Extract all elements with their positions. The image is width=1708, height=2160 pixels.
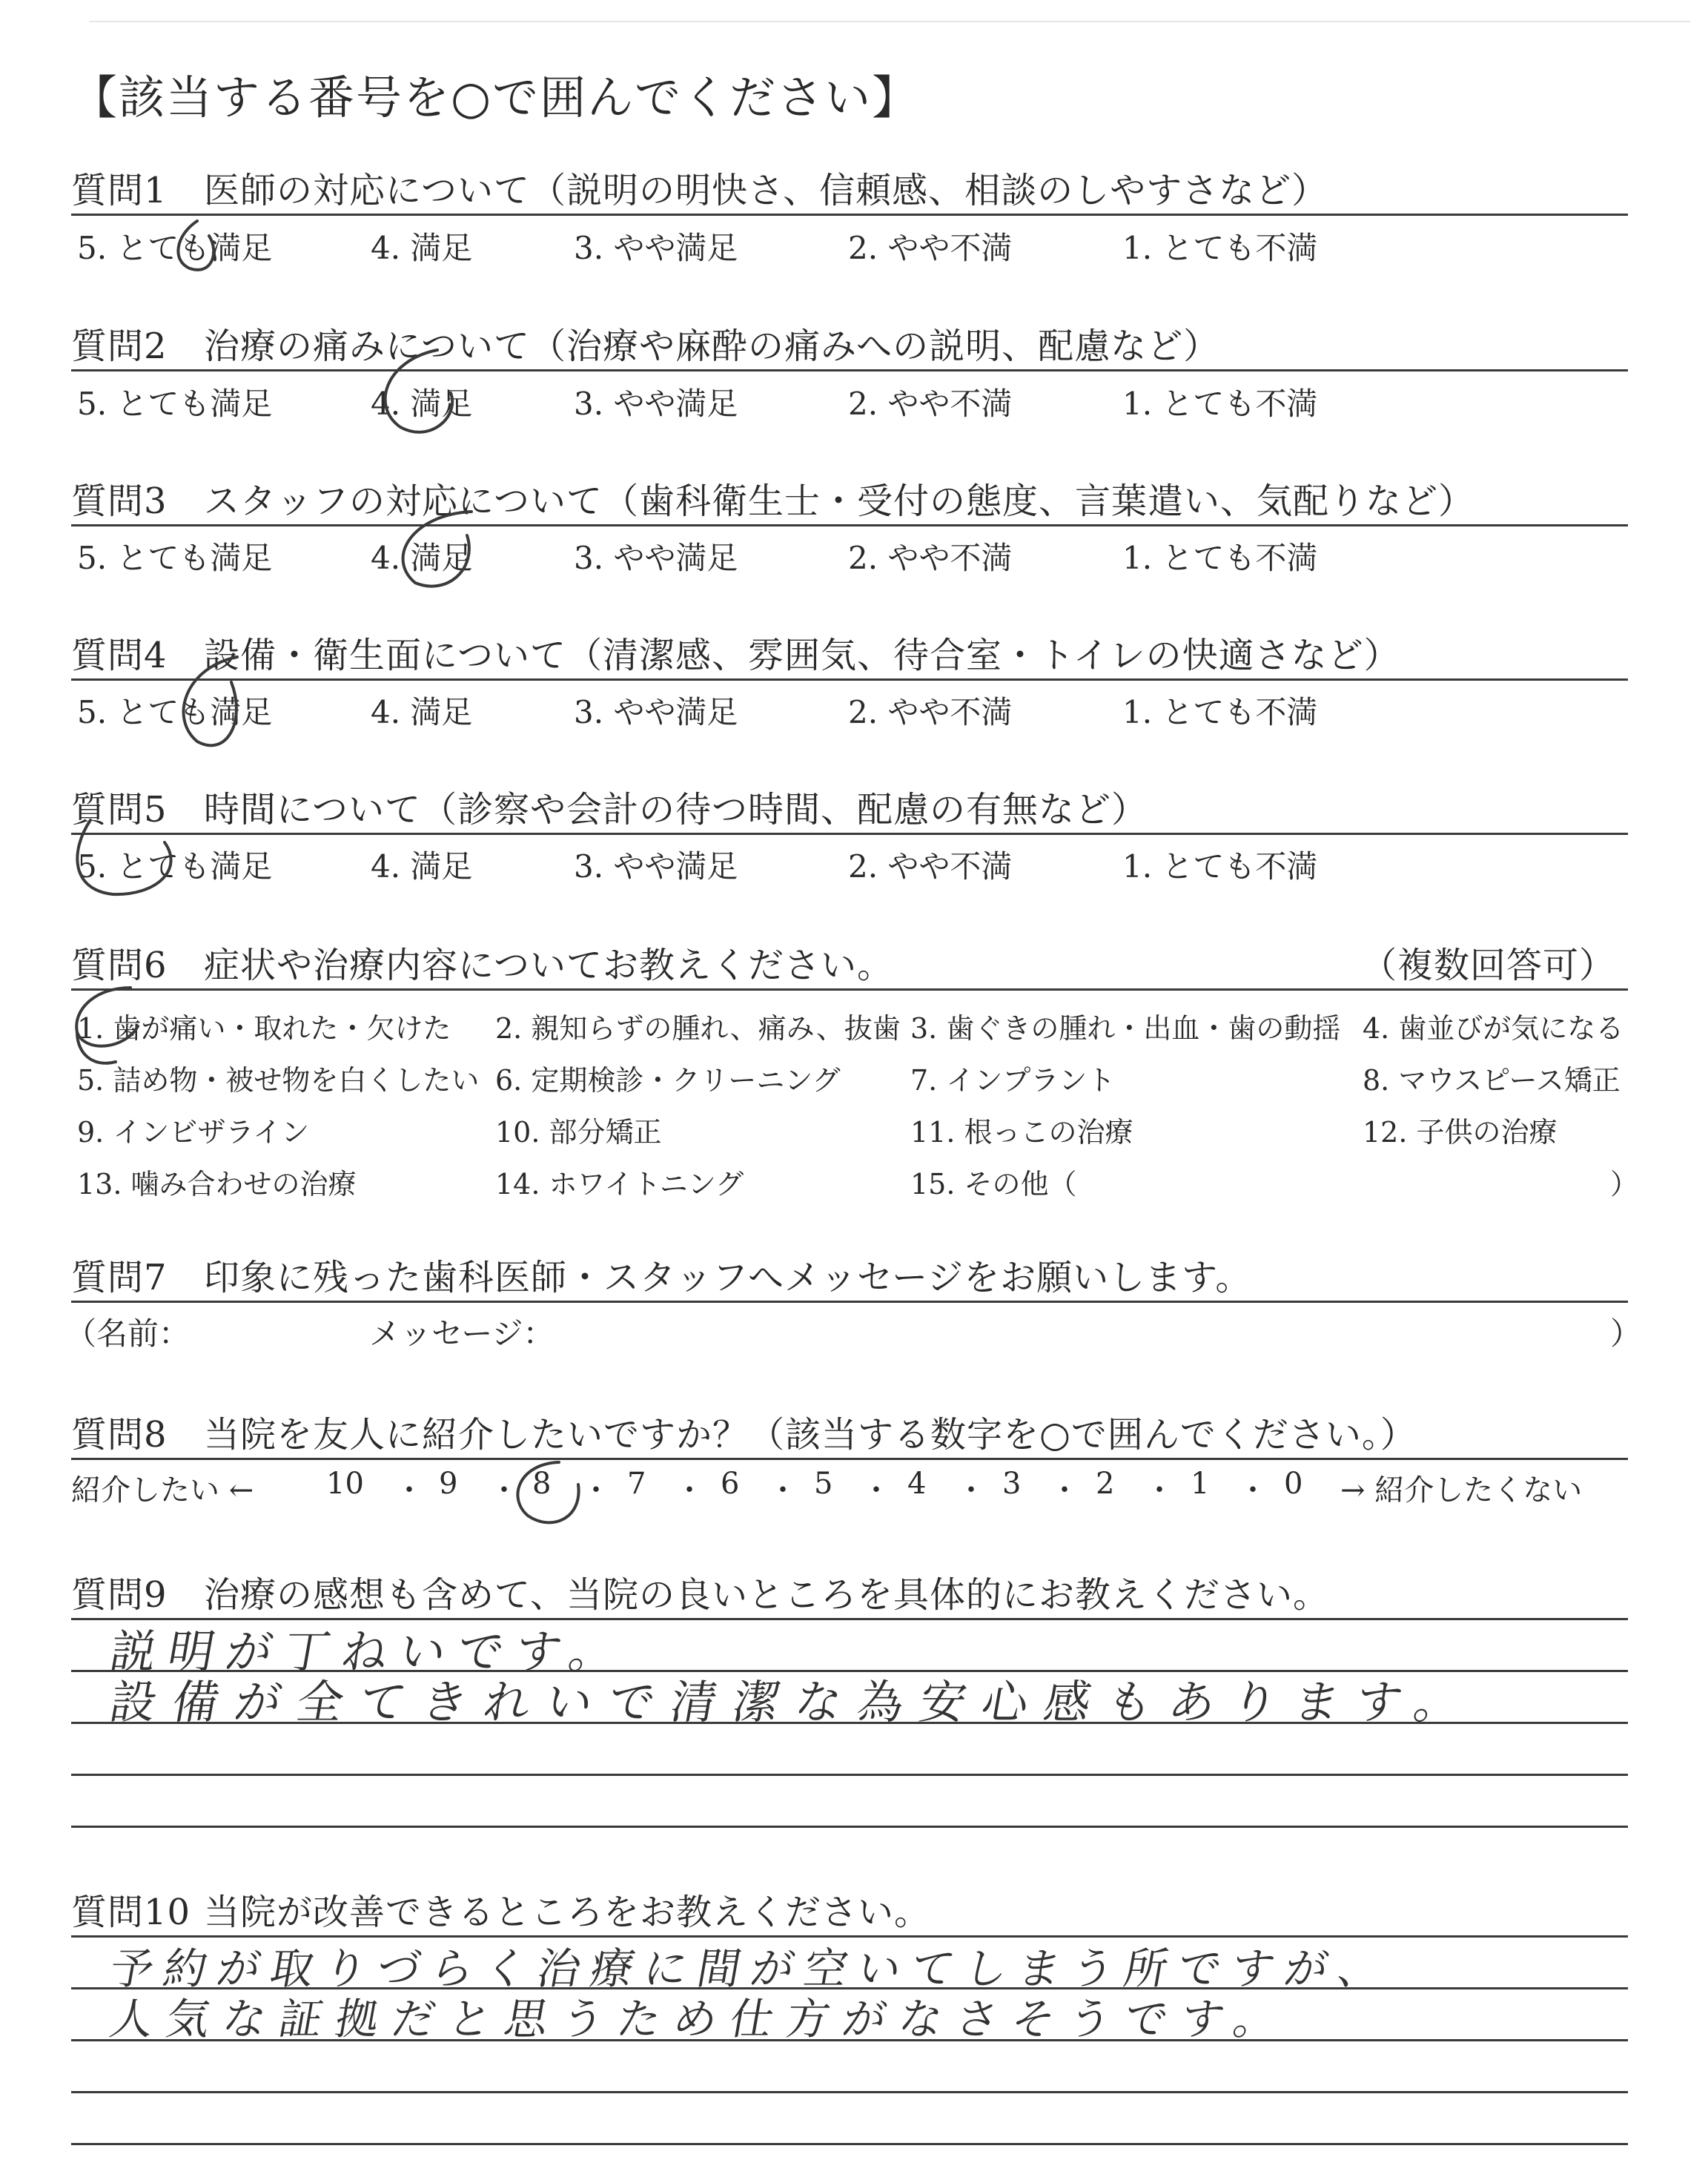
q8-score-9[interactable]: 9 <box>439 1467 458 1501</box>
q4-label: 質問4 <box>71 635 168 676</box>
scale-dot: ・ <box>861 1473 891 1507</box>
q10-answer-line-1[interactable]: 予約が取りづらく治療に間が空いてしまう所ですが、 <box>106 1943 1397 1994</box>
q6-note: （複数回答可） <box>1361 945 1616 986</box>
q3-option-3[interactable]: 3. やや満足 <box>574 540 738 576</box>
top-border <box>89 21 1690 22</box>
q7-message-label: メッセージ： <box>369 1315 555 1352</box>
q3-rule <box>71 524 1628 526</box>
q8-text: 当院を友人に紹介したいですか？（該当する数字を○で囲んでください。） <box>204 1414 1417 1456</box>
q8-label: 質問8 <box>71 1414 168 1456</box>
q9-rule-5 <box>71 1826 1628 1828</box>
q4-option-1[interactable]: 1. とても不満 <box>1122 694 1318 730</box>
q1-option-5[interactable]: 5. とても満足 <box>77 230 273 266</box>
q4-text: 設備・衛生面について（清潔感、雰囲気、待合室・トイレの快適さなど） <box>204 635 1400 676</box>
q3-label: 質問3 <box>71 480 168 522</box>
scale-dot: ・ <box>768 1473 798 1507</box>
q5-option-4[interactable]: 4. 満足 <box>371 848 473 885</box>
q6-option-7[interactable]: 7. インプラント <box>910 1064 1116 1097</box>
q8-score-10[interactable]: 10 <box>326 1467 364 1501</box>
q3-option-2[interactable]: 2. やや不満 <box>848 540 1013 576</box>
q8-right-label: → 紹介したくない <box>1340 1473 1583 1507</box>
q6-option-6[interactable]: 6. 定期検診・クリーニング <box>495 1064 841 1097</box>
q6-option-10[interactable]: 10. 部分矯正 <box>495 1116 662 1149</box>
q4-option-5[interactable]: 5. とても満足 <box>77 694 273 730</box>
scale-dot: ・ <box>489 1473 519 1507</box>
q8-score-4[interactable]: 4 <box>907 1467 927 1501</box>
q2-option-5[interactable]: 5. とても満足 <box>77 386 273 422</box>
q6-label: 質問6 <box>71 945 168 986</box>
scale-dot: ・ <box>956 1473 986 1507</box>
q5-rule <box>71 833 1628 835</box>
q2-text: 治療の痛みについて（治療や麻酔の痛みへの説明、配慮など） <box>204 326 1220 367</box>
q5-option-5[interactable]: 5. とても満足 <box>77 848 273 885</box>
scale-dot: ・ <box>1145 1473 1174 1507</box>
q7-name-label: （名前： <box>65 1315 191 1352</box>
q6-option-12[interactable]: 12. 子供の治療 <box>1363 1116 1558 1149</box>
q5-option-3[interactable]: 3. やや満足 <box>574 848 738 885</box>
q8-score-3[interactable]: 3 <box>1002 1467 1022 1501</box>
q10-rule-5 <box>71 2143 1628 2145</box>
q8-score-7[interactable]: 7 <box>627 1467 646 1501</box>
q4-rule <box>71 678 1628 681</box>
q3-option-1[interactable]: 1. とても不満 <box>1122 540 1318 576</box>
q2-option-2[interactable]: 2. やや不満 <box>848 386 1013 422</box>
q8-score-2[interactable]: 2 <box>1096 1467 1115 1501</box>
q2-option-3[interactable]: 3. やや満足 <box>574 386 738 422</box>
q7-close: ） <box>1610 1315 1642 1352</box>
q1-option-2[interactable]: 2. やや不満 <box>848 230 1013 266</box>
q1-option-4[interactable]: 4. 満足 <box>371 230 473 266</box>
q10-text: 当院が改善できるところをお教えください。 <box>204 1892 931 1933</box>
q6-option-15-close: ） <box>1610 1168 1639 1200</box>
q8-score-6[interactable]: 6 <box>721 1467 740 1501</box>
q3-option-5[interactable]: 5. とても満足 <box>77 540 273 576</box>
q2-rule <box>71 369 1628 371</box>
scale-dot: ・ <box>581 1473 611 1507</box>
q5-label: 質問5 <box>71 789 168 830</box>
q6-option-11[interactable]: 11. 根っこの治療 <box>910 1116 1133 1149</box>
q1-option-1[interactable]: 1. とても不満 <box>1122 230 1318 266</box>
q9-text: 治療の感想も含めて、当院の良いところを具体的にお教えください。 <box>204 1574 1330 1616</box>
page-title: 【該当する番号を○で囲んでください】 <box>71 70 920 125</box>
q2-label: 質問2 <box>71 326 168 367</box>
q1-option-3[interactable]: 3. やや満足 <box>574 230 738 266</box>
q8-score-1[interactable]: 1 <box>1191 1467 1210 1501</box>
q6-text: 症状や治療内容についてお教えください。 <box>204 945 894 986</box>
q9-label: 質問9 <box>71 1574 168 1616</box>
q6-option-1[interactable]: 1. 歯が痛い・取れた・欠けた <box>77 1012 451 1045</box>
q8-score-5[interactable]: 5 <box>814 1467 833 1501</box>
q4-option-4[interactable]: 4. 満足 <box>371 694 473 730</box>
q7-label: 質問7 <box>71 1257 168 1298</box>
q7-rule <box>71 1301 1628 1303</box>
q6-option-5[interactable]: 5. 詰め物・被せ物を白くしたい <box>77 1064 480 1097</box>
q5-option-1[interactable]: 1. とても不満 <box>1122 848 1318 885</box>
q4-option-3[interactable]: 3. やや満足 <box>574 694 738 730</box>
q9-answer-line-1[interactable]: 説明が丁ねいです。 <box>105 1625 632 1679</box>
q6-option-15[interactable]: 15. その他（ <box>910 1168 1077 1200</box>
q8-rule <box>71 1458 1628 1460</box>
q6-option-8[interactable]: 8. マウスピース矯正 <box>1363 1064 1621 1097</box>
q8-left-label: 紹介したい ← <box>71 1473 254 1507</box>
q10-rule-4 <box>71 2091 1628 2093</box>
scale-dot: ・ <box>394 1473 424 1507</box>
q2-option-1[interactable]: 1. とても不満 <box>1122 386 1318 422</box>
q8-score-0[interactable]: 0 <box>1284 1467 1303 1501</box>
q6-option-3[interactable]: 3. 歯ぐきの腫れ・出血・歯の動揺 <box>910 1012 1341 1045</box>
q6-option-2[interactable]: 2. 親知らずの腫れ、痛み、抜歯 <box>495 1012 901 1045</box>
q7-text: 印象に残った歯科医師・スタッフへメッセージをお願いします。 <box>204 1257 1252 1298</box>
q5-text: 時間について（診察や会計の待つ時間、配慮の有無など） <box>204 789 1148 830</box>
q5-option-2[interactable]: 2. やや不満 <box>848 848 1013 885</box>
q6-option-4[interactable]: 4. 歯並びが気になる <box>1363 1012 1624 1045</box>
q1-text: 医師の対応について（説明の明快さ、信頼感、相談のしやすさなど） <box>204 170 1328 211</box>
scale-dot: ・ <box>675 1473 704 1507</box>
q8-score-8[interactable]: 8 <box>532 1467 552 1501</box>
scale-dot: ・ <box>1050 1473 1079 1507</box>
q6-option-14[interactable]: 14. ホワイトニング <box>495 1168 744 1200</box>
q6-option-13[interactable]: 13. 噛み合わせの治療 <box>77 1168 357 1200</box>
q10-answer-line-2[interactable]: 人気な証拠だと思うため仕方がなさそうです。 <box>106 1994 1295 2044</box>
q9-rule-4 <box>71 1774 1628 1776</box>
q1-label: 質問1 <box>71 170 168 211</box>
q10-label: 質問10 <box>71 1892 191 1933</box>
q4-option-2[interactable]: 2. やや不満 <box>848 694 1013 730</box>
q9-answer-line-2[interactable]: 設備が全てきれいで清潔な為安心感もあります。 <box>105 1675 1482 1729</box>
q3-text: スタッフの対応について（歯科衛生士・受付の態度、言葉遣い、気配りなど） <box>204 480 1475 522</box>
scale-dot: ・ <box>1238 1473 1268 1507</box>
q6-option-9[interactable]: 9. インビザライン <box>77 1116 310 1149</box>
q1-rule <box>71 214 1628 216</box>
q6-rule <box>71 988 1628 991</box>
q2-option-4[interactable]: 4. 満足 <box>371 386 473 422</box>
q3-option-4[interactable]: 4. 満足 <box>371 540 473 576</box>
